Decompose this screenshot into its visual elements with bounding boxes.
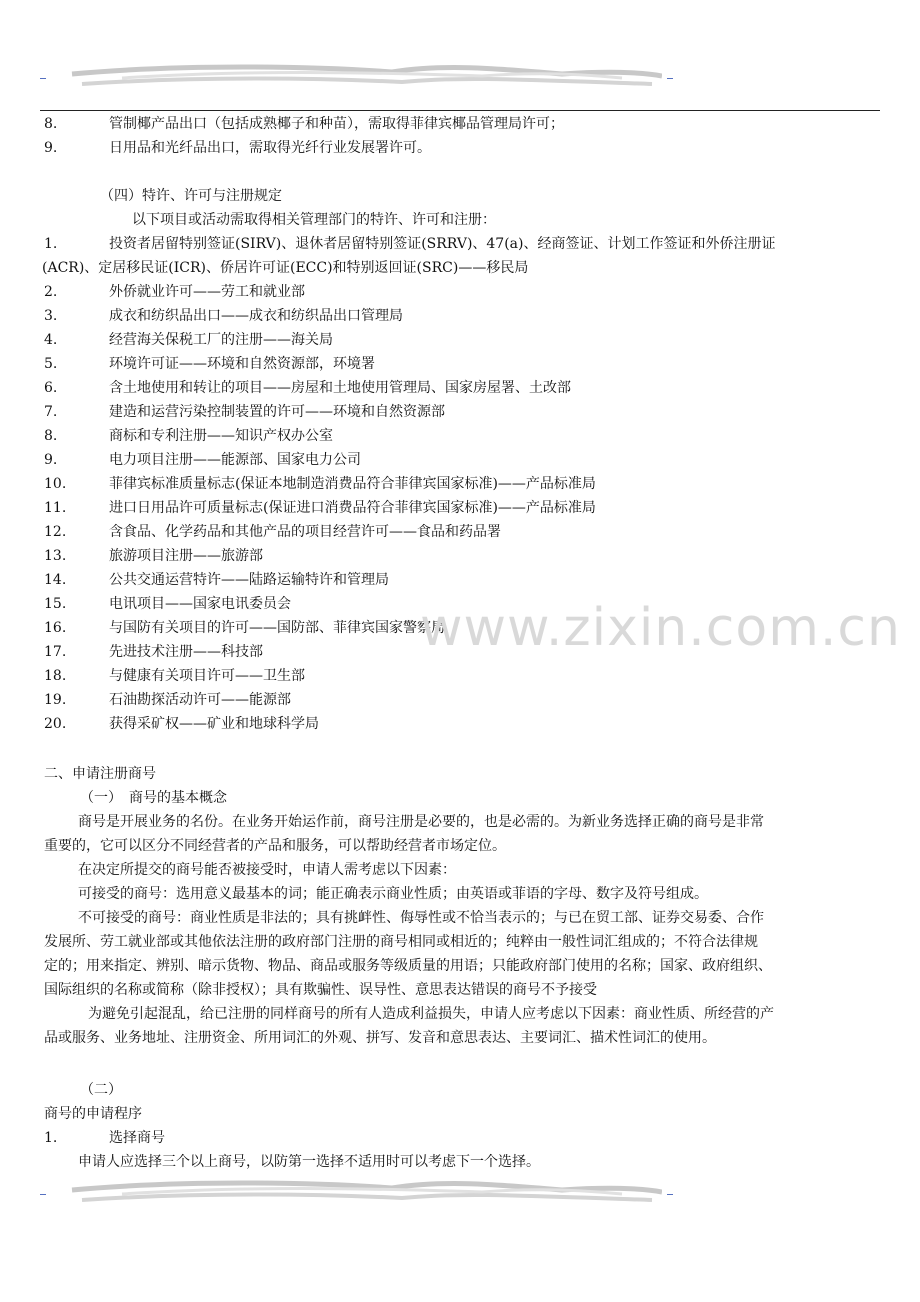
item-number: 3. — [44, 308, 58, 324]
item-number: 7. — [44, 404, 58, 420]
list-item — [44, 424, 880, 448]
paragraph-line: 为避免引起混乱，给已注册的同样商号的所有人造成利益损失，申请人应考虑以下因素：商业性质、所经营的产 — [88, 1006, 774, 1022]
spacer — [44, 1050, 880, 1074]
footer-left-dash — [40, 1194, 46, 1195]
paragraph-line: 可接受的商号：选用意义最基本的词；能正确表示商业性质；由英语或菲语的字母、数字及符号组成。 — [78, 886, 708, 902]
item-text: 进口日用品许可质量标志(保证进口消费品符合菲律宾国家标准)——产品标准局 — [109, 500, 596, 516]
item-number: 11. — [44, 500, 67, 516]
list-item — [44, 520, 880, 544]
list-item — [44, 640, 880, 664]
list-item — [44, 592, 880, 616]
list-item — [44, 472, 880, 496]
item-number: 9. — [44, 452, 58, 468]
watermark: www.zixin.com.cn — [420, 598, 901, 658]
item-text: 公共交通运营特许——陆路运输特许和管理局 — [109, 572, 389, 588]
item-number: 9. — [44, 140, 58, 156]
paragraph-line: 品或服务、业务地址、注册资金、所用词汇的外观、拼写、发音和意思表达、主要词汇、描术性词汇的使用。 — [44, 1030, 716, 1046]
list-item — [44, 352, 880, 376]
item-text: 建造和运营污染控制装置的许可——环境和自然资源部 — [109, 404, 445, 420]
spacer — [44, 736, 880, 760]
item-text: 含食品、化学药品和其他产品的项目经营许可——食品和药品署 — [109, 524, 501, 540]
item-number: 5. — [44, 356, 58, 372]
list-item — [44, 400, 880, 424]
item-text: 与国防有关项目的许可——国防部、菲律宾国家警察局 — [109, 620, 445, 636]
list-item — [44, 1126, 880, 1150]
item-text: 外侨就业许可——劳工和就业部 — [109, 284, 305, 300]
header-swoosh-graphic — [62, 62, 662, 96]
header-decoration — [40, 62, 680, 96]
item-number: 10. — [44, 476, 67, 492]
item-number: 1. — [44, 1130, 58, 1146]
list-item — [44, 496, 880, 520]
header-rule — [40, 110, 880, 111]
list-item — [44, 304, 880, 328]
item-number: 12. — [44, 524, 67, 540]
item-number: 17. — [44, 644, 67, 660]
item-number: 19. — [44, 692, 67, 708]
item-number: 8. — [44, 428, 58, 444]
subsection-heading: （一） 商号的基本概念 — [80, 790, 227, 806]
permit-list — [44, 280, 880, 736]
paragraph-line: 不可接受的商号：商业性质是非法的；具有挑衅性、侮辱性或不恰当表示的；与已在贸工部、证券交易委、合作 — [78, 910, 764, 926]
item-number: 20. — [44, 716, 67, 732]
list-item — [44, 568, 880, 592]
item-text: 获得采矿权——矿业和地球科学局 — [109, 716, 319, 732]
item-text: 投资者居留特别签证(SIRV)、退休者居留特别签证(SRRV)、47(a)、经商签证、计划工作签证和外侨注册证 — [109, 236, 776, 252]
item-number: 6. — [44, 380, 58, 396]
item-number: 2. — [44, 284, 58, 300]
item-text: 经营海关保税工厂的注册——海关局 — [109, 332, 333, 348]
paragraph-line: 商号是开展业务的名份。在业务开始运作前，商号注册是必要的，也是必需的。为新业务选择正确的商号是非常 — [78, 814, 764, 830]
list-item — [44, 376, 880, 400]
list-item — [44, 664, 880, 688]
spacer — [44, 160, 880, 184]
header-left-dash — [40, 78, 46, 79]
subsection-title: 商号的申请程序 — [44, 1106, 142, 1122]
list-item — [44, 280, 880, 304]
paragraph-line: 国际组织的名称或简称（除非授权）；具有欺骗性、误导性、意思表达错误的商号不予接受 — [44, 982, 597, 998]
paragraph-line: 申请人应选择三个以上商号，以防第一选择不适用时可以考虑下一个选择。 — [78, 1154, 540, 1170]
item-text: 先进技术注册——科技部 — [109, 644, 263, 660]
item-text: 菲律宾标准质量标志(保证本地制造消费品符合菲律宾国家标准)——产品标准局 — [109, 476, 596, 492]
header-right-dash — [667, 78, 673, 79]
item-text: 成衣和纺织品出口——成衣和纺织品出口管理局 — [109, 308, 403, 324]
item-text: 环境许可证——环境和自然资源部，环境署 — [109, 356, 375, 372]
subsection-heading: （二） — [80, 1082, 122, 1098]
item-number: 15. — [44, 596, 67, 612]
list-item — [44, 544, 880, 568]
footer-right-dash — [667, 1194, 673, 1195]
item-number: 8. — [44, 116, 58, 132]
item-text: 选择商号 — [109, 1130, 165, 1146]
list-item — [44, 112, 880, 136]
list-item — [44, 136, 880, 160]
item-text: 石油勘探活动许可——能源部 — [109, 692, 291, 708]
item-text: 日用品和光纤品出口，需取得光纤行业发展署许可。 — [109, 140, 431, 156]
item-number: 13. — [44, 548, 67, 564]
document-body — [44, 112, 880, 1174]
paragraph-line: 重要的，它可以区分不同经营者的产品和服务，可以帮助经营者市场定位。 — [44, 838, 506, 854]
list-item — [44, 232, 880, 256]
list-item — [44, 616, 880, 640]
list-item — [44, 688, 880, 712]
item-text: 与健康有关项目许可——卫生部 — [109, 668, 305, 684]
list-item-continuation: (ACR)、定居移民证(ICR)、侨居许可证(ECC)和特别返回证(SRC)——移民局 — [42, 260, 529, 276]
item-text: 电力项目注册——能源部、国家电力公司 — [109, 452, 361, 468]
footer-decoration — [40, 1178, 680, 1212]
item-number: 16. — [44, 620, 67, 636]
list-item — [44, 448, 880, 472]
item-text: 电讯项目——国家电讯委员会 — [109, 596, 291, 612]
item-text: 商标和专利注册——知识产权办公室 — [109, 428, 333, 444]
list-item — [44, 328, 880, 352]
footer-swoosh-graphic — [62, 1178, 662, 1212]
item-number: 1. — [44, 236, 58, 252]
paragraph-line: 定的；用来指定、辨别、暗示货物、物品、商品或服务等级质量的用语；只能政府部门使用的名称；国家、政府组织、 — [44, 958, 772, 974]
section-heading: （四）特许、许可与注册规定 — [100, 188, 282, 204]
list-item — [44, 712, 880, 736]
part-heading: 二、申请注册商号 — [44, 766, 156, 782]
paragraph-line: 发展所、劳工就业部或其他依法注册的政府部门注册的商号相同或相近的；纯粹由一般性词汇组成的；不符合法律规 — [44, 934, 758, 950]
section-intro: 以下项目或活动需取得相关管理部门的特许、许可和注册： — [132, 212, 496, 228]
item-number: 14. — [44, 572, 67, 588]
item-text: 管制椰产品出口（包括成熟椰子和种苗），需取得菲律宾椰品管理局许可； — [109, 116, 564, 132]
item-text: 旅游项目注册——旅游部 — [109, 548, 263, 564]
item-number: 4. — [44, 332, 58, 348]
item-number: 18. — [44, 668, 67, 684]
paragraph-line: 在决定所提交的商号能否被接受时，申请人需考虑以下因素： — [78, 862, 456, 878]
item-text: 含土地使用和转让的项目——房屋和土地使用管理局、国家房屋署、土改部 — [109, 380, 571, 396]
